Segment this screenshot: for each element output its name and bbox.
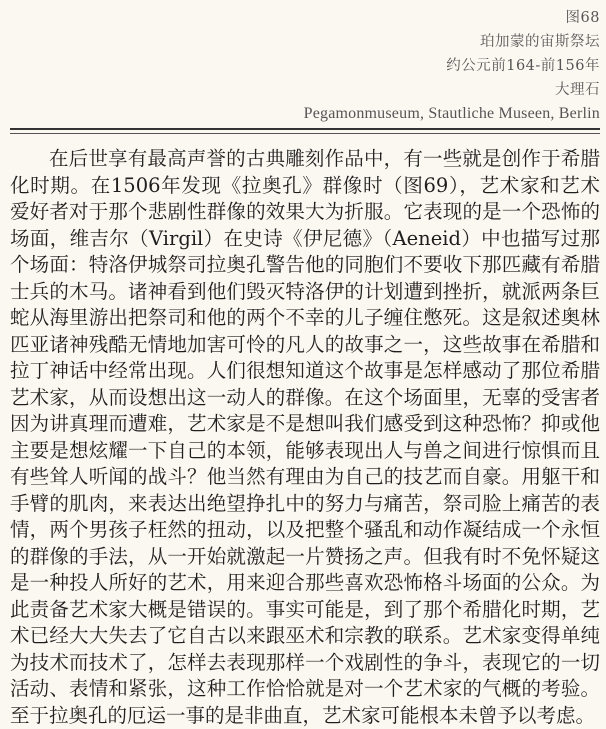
figure-date: 约公元前164-前156年 <box>446 58 600 74</box>
body-paragraph: 在后世享有最高声誉的古典雕刻作品中，有一些就是创作于希腊化时期。在1506年发现《拉奥孔》群像时（图69），艺术家和艺术爱好者对于那个悲剧性群像的效果大为折服。它表现的是一个恐怖的场面，维吉尔（Virgil）在史诗《伊尼德》（Aeneid）中也描写过那个场面：特洛伊城祭司拉奥孔警告他的同胞们不要收下那匹藏有希腊士兵的木马。诸神看到他们毁灭特洛伊的计划遭到挫折，就派两条巨蛇从海里游出把祭司和他的两个不幸的儿子缠住憋死。这是叙述奥林匹亚诸神残酷无情地加害可怜的凡人的故事之一，这些故事在希腊和拉丁神话中经常出现。人们很想知道这个故事是怎样感动了那位希腊艺术家，从而设想出这一动人的群像。在这个场面里，无辜的受害者因为讲真理而遭难，艺术家是不是想叫我们感受到这种恐怖？抑或他主要是想炫耀一下自己的本领，能够表现出人与兽之间进行惊惧而且有些耸人听闻的战斗？他当然有理由为自己的技艺而自豪。用躯干和手臂的肌肉，来表达出绝望挣扎中的努力与痛苦，祭司脸上痛苦的表情，两个男孩子枉然的扭动，以及把整个骚乱和动作凝结成一个永恒的群像的手法，从一开始就激起一片赞扬之声。但我有时不免怀疑这是一种投人所好的艺术，用来迎合那些喜欢恐怖格斗场面的公众。为此责备艺术家大概是错误的。事实可能是，到了那个希腊化时期，艺术已经大大失去了它自古以来跟巫术和宗教的联系。艺术家变得单纯为技术而技术了，怎样去表现那样一个戏剧性的争斗，表现它的一切活动、表情和紧张，这种工作恰恰就是对一个艺术家的气概的考验。至于拉奥孔的厄运一事的是非曲直，艺术家可能根本未曾予以考虑。 <box>10 147 600 727</box>
figure-title: 珀加蒙的宙斯祭坛 <box>480 34 600 50</box>
caption-divider-thick <box>10 128 600 130</box>
caption-divider-thin <box>10 133 600 134</box>
figure-caption <box>304 6 600 126</box>
figure-number: 图68 <box>565 10 600 26</box>
figure-museum: Pegamonmuseum, Stautliche Museen, Berlin <box>303 105 600 122</box>
figure-material: 大理石 <box>555 82 600 98</box>
